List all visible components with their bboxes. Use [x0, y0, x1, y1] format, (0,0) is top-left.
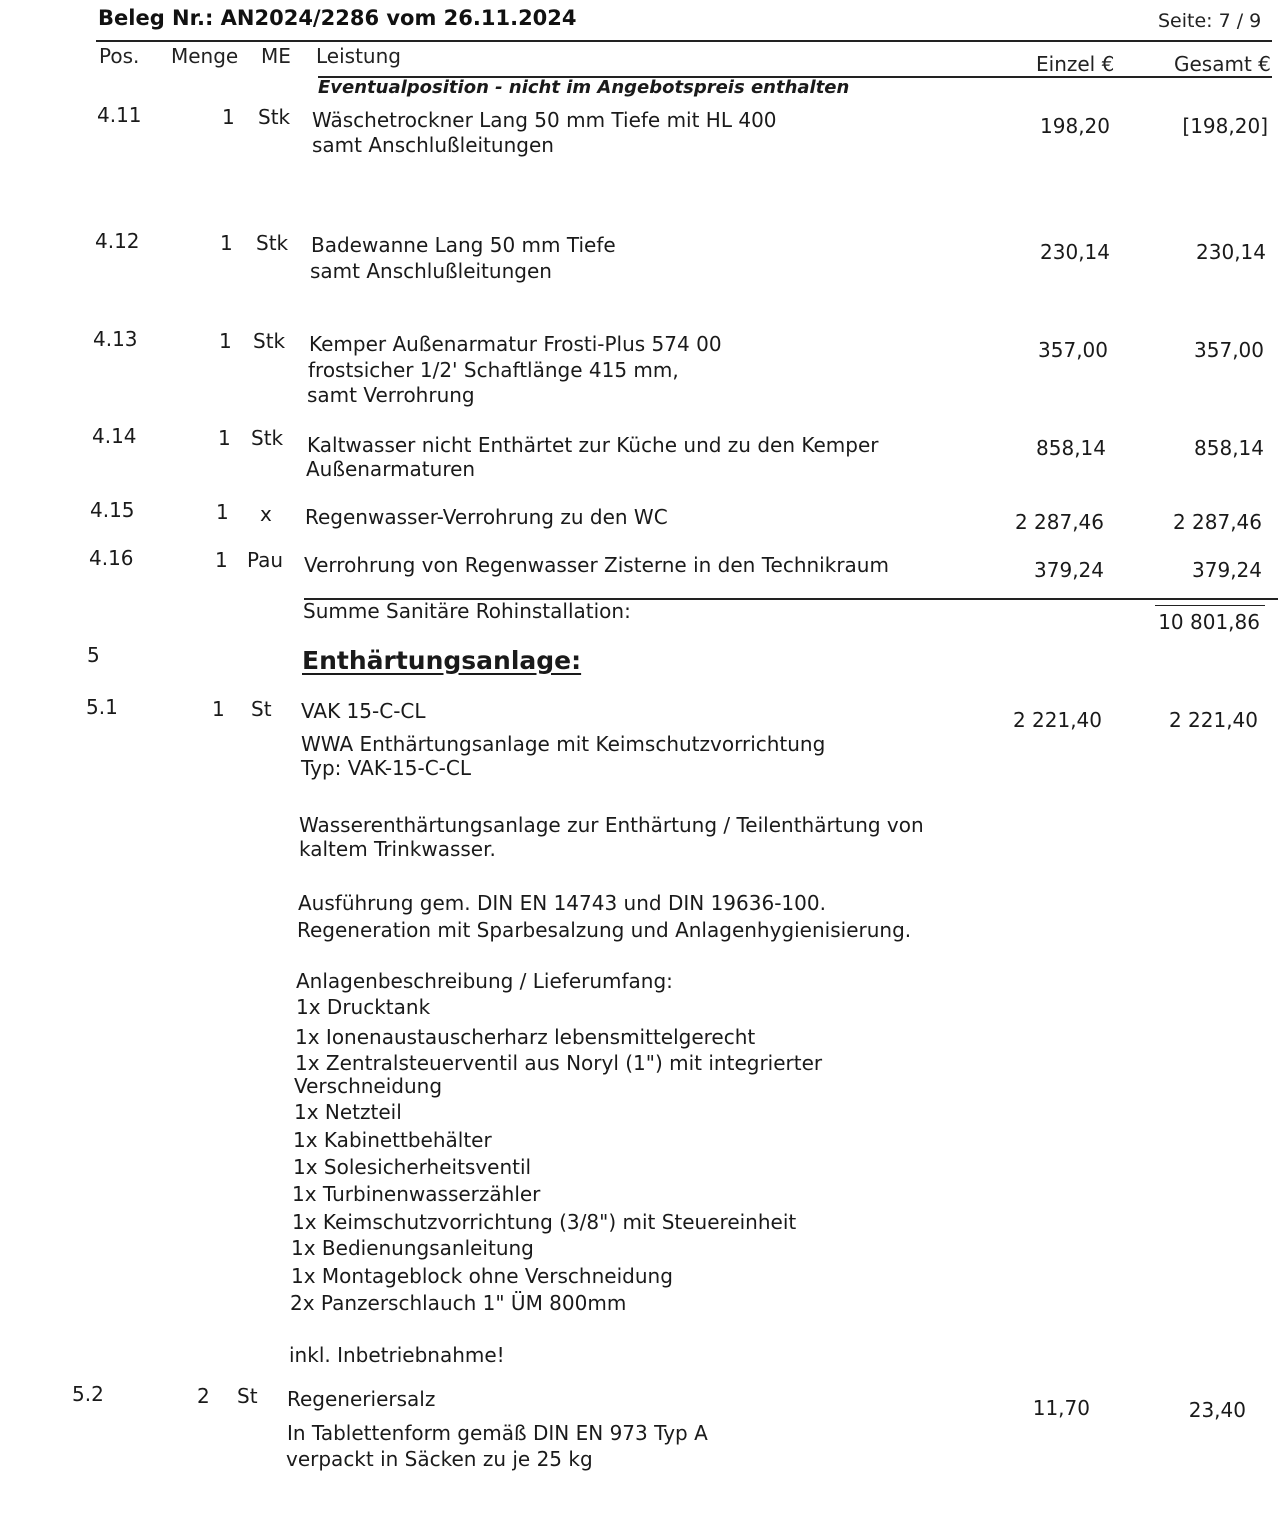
item-me: St — [237, 1384, 258, 1408]
item-menge: 1 — [212, 697, 225, 721]
item-einzel: 379,24 — [1034, 558, 1104, 582]
item-einzel: 2 287,46 — [1014, 510, 1104, 534]
item-description-line: Anlagenbeschreibung / Lieferumfang: — [296, 969, 673, 993]
col-header-me: ME — [261, 44, 291, 68]
item-description-line: verpackt in Säcken zu je 25 kg — [286, 1447, 593, 1471]
item-me: St — [251, 697, 272, 721]
item-description-line: 1x Ionenaustauscherharz lebensmittelgerecht — [295, 1025, 756, 1049]
eventual-position-note: Eventualposition - nicht im Angebotspreis enthalten — [318, 77, 850, 98]
item-gesamt: 858,14 — [1194, 436, 1264, 460]
item-description-line: inkl. Inbetriebnahme! — [289, 1343, 505, 1367]
item-einzel: 858,14 — [1036, 436, 1106, 460]
col-header-menge: Menge — [171, 44, 239, 68]
item-menge: 1 — [218, 426, 231, 450]
item-pos: 5.1 — [86, 695, 118, 719]
item-description-line: 1x Montageblock ohne Verschneidung — [291, 1264, 673, 1288]
item-menge: 2 — [197, 1384, 210, 1408]
subtotal-value-rule — [1155, 605, 1265, 606]
item-gesamt: 379,24 — [1192, 558, 1262, 582]
item-gesamt: 2 287,46 — [1172, 510, 1262, 534]
subtotal-value: 10 801,86 — [1158, 610, 1260, 634]
item-description-line: In Tablettenform gemäß DIN EN 973 Typ A — [287, 1421, 708, 1445]
item-description-line: Außenarmaturen — [306, 457, 476, 481]
item-description-line: Regenwasser-Verrohrung zu den WC — [305, 505, 668, 529]
item-description-line: Typ: VAK-15-C-CL — [301, 756, 471, 780]
item-menge: 1 — [222, 105, 235, 129]
item-description-line: Verschneidung — [294, 1074, 443, 1098]
col-header-pos: Pos. — [99, 44, 140, 68]
item-description-line: samt Anschlußleitungen — [312, 133, 554, 157]
item-description-line: frostsicher 1/2' Schaftlänge 415 mm, — [308, 358, 679, 382]
item-description-line: Regeneriersalz — [287, 1387, 436, 1411]
item-menge: 1 — [220, 231, 233, 255]
item-me: Stk — [251, 426, 284, 450]
col-header-einzel: Einzel € — [1036, 52, 1115, 76]
item-description-line: 1x Bedienungsanleitung — [291, 1236, 534, 1260]
item-einzel: 11,70 — [1032, 1396, 1090, 1420]
item-description-line: 1x Drucktank — [296, 995, 431, 1019]
item-einzel: 357,00 — [1038, 338, 1108, 362]
item-description-line: kaltem Trinkwasser. — [299, 837, 496, 861]
item-gesamt: 23,40 — [1188, 1398, 1246, 1422]
item-me: Stk — [253, 329, 286, 353]
item-me: Stk — [258, 105, 291, 129]
item-gesamt: 230,14 — [1196, 240, 1266, 264]
item-pos: 4.12 — [95, 229, 140, 253]
section-number: 5 — [87, 643, 100, 667]
item-description-line: 1x Netzteil — [294, 1100, 402, 1124]
item-einzel: 230,14 — [1040, 240, 1110, 264]
col-header-leistung: Leistung — [316, 44, 401, 68]
item-description-line: VAK 15-C-CL — [301, 699, 426, 723]
item-description-line: 1x Turbinenwasserzähler — [292, 1182, 541, 1206]
item-description-line: Verrohrung von Regenwasser Zisterne in den Technikraum — [304, 553, 889, 577]
section-title: Enthärtungsanlage: — [302, 646, 582, 675]
item-gesamt: 2 221,40 — [1168, 708, 1258, 732]
item-description-line: samt Anschlußleitungen — [310, 259, 552, 283]
item-description-line: Kemper Außenarmatur Frosti-Plus 574 00 — [309, 332, 722, 356]
item-description-line: Wäschetrockner Lang 50 mm Tiefe mit HL 400 — [312, 108, 777, 132]
item-description-line: Badewanne Lang 50 mm Tiefe — [311, 233, 616, 257]
subtotal-label: Summe Sanitäre Rohinstallation: — [303, 599, 631, 623]
item-description-line: WWA Enthärtungsanlage mit Keimschutzvorrichtung — [301, 732, 826, 756]
item-me: Pau — [247, 548, 284, 572]
item-gesamt: [198,20] — [1182, 114, 1268, 138]
item-menge: 1 — [219, 329, 232, 353]
item-description-line: Wasserenthärtungsanlage zur Enthärtung / Teilenthärtung von — [299, 813, 924, 837]
item-description-line: samt Verrohrung — [307, 383, 475, 407]
item-pos: 4.15 — [90, 498, 135, 522]
item-pos: 5.2 — [72, 1382, 104, 1406]
item-description-line: 1x Kabinettbehälter — [293, 1128, 492, 1152]
item-description-line: 1x Keimschutzvorrichtung (3/8") mit Steuereinheit — [292, 1210, 797, 1234]
item-description-line: Ausführung gem. DIN EN 14743 und DIN 19636-100. — [298, 891, 826, 915]
item-einzel: 198,20 — [1040, 114, 1110, 138]
item-description-line: Regeneration mit Sparbesalzung und Anlagenhygienisierung. — [297, 918, 912, 942]
item-description-line: 1x Solesicherheitsventil — [293, 1155, 532, 1179]
item-description-line: Kaltwasser nicht Enthärtet zur Küche und zu den Kemper — [307, 433, 879, 457]
col-header-gesamt: Gesamt € — [1174, 52, 1271, 76]
item-menge: 1 — [215, 548, 228, 572]
item-menge: 1 — [216, 500, 229, 524]
item-einzel: 2 221,40 — [1012, 708, 1102, 732]
item-pos: 4.13 — [93, 327, 138, 351]
item-me: Stk — [256, 231, 289, 255]
item-me: x — [260, 502, 272, 526]
page-indicator: Seite: 7 / 9 — [1158, 10, 1262, 32]
item-description-line: 2x Panzerschlauch 1" ÜM 800mm — [290, 1291, 627, 1315]
item-gesamt: 357,00 — [1194, 338, 1264, 362]
header-rule — [96, 40, 1272, 42]
item-pos: 4.11 — [97, 103, 142, 127]
item-pos: 4.14 — [92, 424, 137, 448]
document-title: Beleg Nr.: AN2024/2286 vom 26.11.2024 — [98, 6, 577, 30]
item-description-line: 1x Zentralsteuerventil aus Noryl (1") mit integrierter — [295, 1051, 823, 1075]
item-pos: 4.16 — [89, 546, 134, 570]
